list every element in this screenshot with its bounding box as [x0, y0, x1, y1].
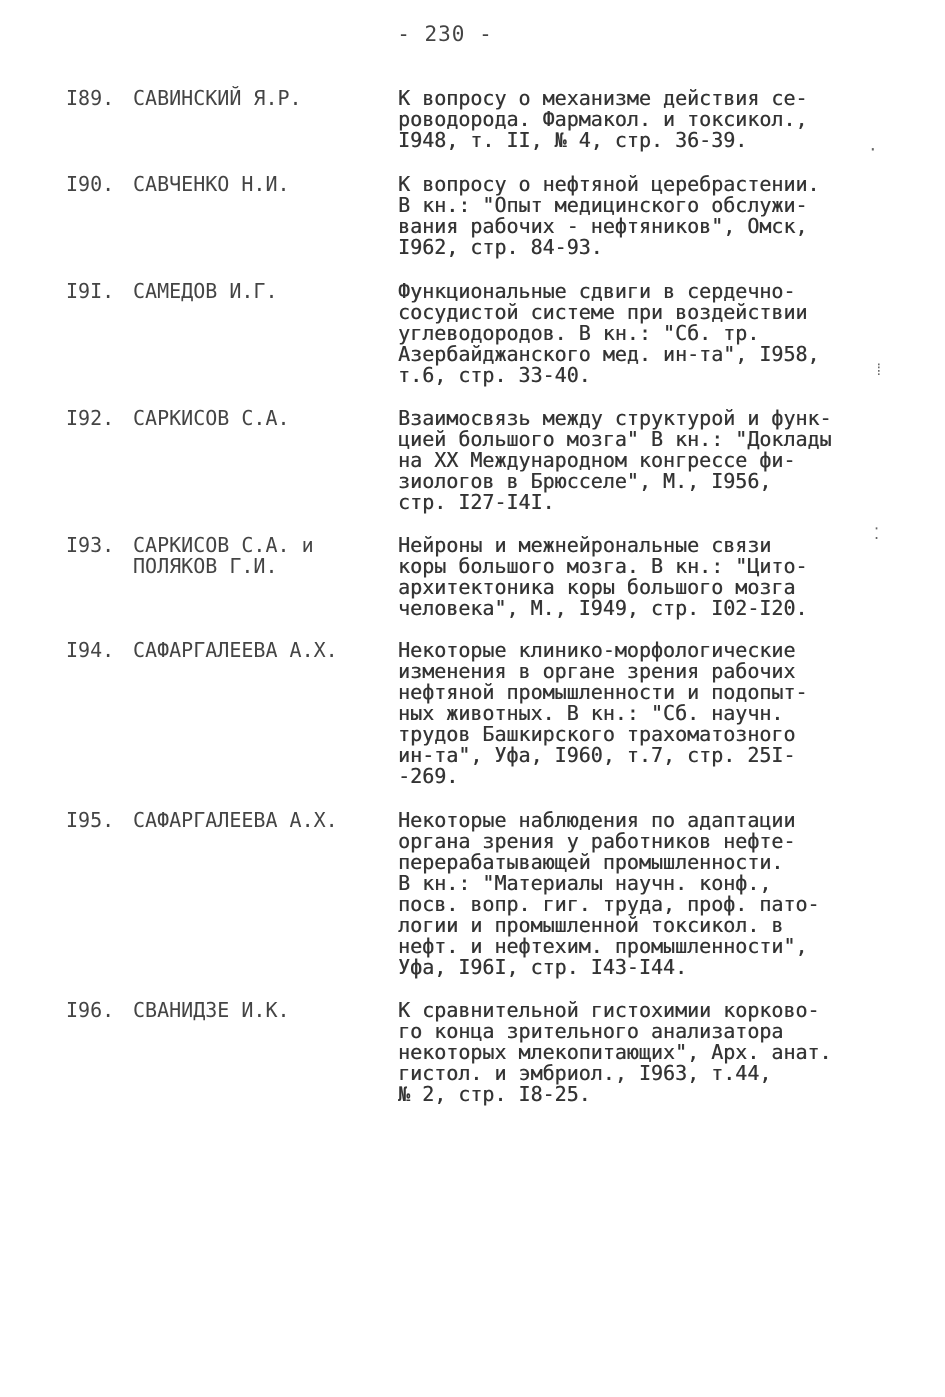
entry-citation: К вопросу о нефтяной церебрастении. В кн.: "Опыт медицинского обслужи- вания рабочих - нефтяников", Омск, I962, стр. 84-93. — [398, 172, 820, 259]
entry-author: САФАРГАЛЕЕВА А.Х. — [133, 808, 338, 832]
entry-author: САВИНСКИЙ Я.Р. — [133, 86, 302, 110]
entry-citation: К сравнительной гистохимии корково- го конца зрительного анализатора некоторых млекопитающих", Арх. анат. гистол. и эмбриол., I963, т.44, № 2, стр. I8-25. — [398, 998, 832, 1106]
entry-number: I95. — [66, 808, 115, 832]
entry-number: I94. — [66, 638, 115, 662]
entry-author: САРКИСОВ С.А. и ПОЛЯКОВ Г.И. — [133, 533, 314, 578]
entry-citation: Нейроны и межнейрональные связи коры большого мозга. В кн.: "Цито- архитектоника коры большого мозга человека", М., I949, стр. I02-I20. — [398, 533, 808, 620]
entry-number: I96. — [66, 998, 115, 1022]
entry-citation: Некоторые наблюдения по адаптации органа зрения у работников нефте- перерабатывающей промышленности. В кн.: "Материалы научн. конф., посв. вопр. гиг. труда, проф. пато- логии и промышленной токсикол. в нефт. и нефтехим. промышленности", Уфа, I96I, стр. I43-I44. — [398, 808, 820, 979]
scan-speck: ⁚ — [874, 524, 880, 543]
scan-speck: ⁞ — [874, 360, 884, 379]
entry-citation: К вопросу о механизме действия се- роводорода. Фармакол. и токсикол., I948, т. II, № 4, стр. 36-39. — [398, 86, 808, 152]
page-number: - 230 - — [397, 22, 493, 46]
entry-author: САВЧЕНКО Н.И. — [133, 172, 290, 196]
entry-author: САРКИСОВ С.А. — [133, 406, 290, 430]
entry-number: I90. — [66, 172, 115, 196]
entry-number: I92. — [66, 406, 115, 430]
entry-author: СВАНИДЗЕ И.К. — [133, 998, 290, 1022]
entry-author: САФАРГАЛЕЕВА А.Х. — [133, 638, 338, 662]
entry-citation: Функциональные сдвиги в сердечно- сосудистой системе при воздействии углеводородов. В кн.: "Сб. тр. Азербайджанского мед. ин-та", I958, т.6, стр. 33-40. — [398, 279, 820, 387]
entry-citation: Некоторые клинико-морфологические изменения в органе зрения рабочих нефтяной промышленности и подопыт- ных животных. В кн.: "Сб. научн. трудов Башкирского трахоматозного ин-та", Уфа, I960, т.7, стр. 25I- -269. — [398, 638, 808, 788]
scan-speck: · — [868, 140, 878, 159]
entry-author: САМЕДОВ И.Г. — [133, 279, 278, 303]
entry-number: I9I. — [66, 279, 115, 303]
entry-number: I93. — [66, 533, 115, 557]
entry-citation: Взаимосвязь между структурой и функ- цией большого мозга" В кн.: "Доклады на XX Международном конгрессе фи- зиологов в Брюсселе", М., I956, стр. I27-I4I. — [398, 406, 832, 514]
entry-number: I89. — [66, 86, 115, 110]
